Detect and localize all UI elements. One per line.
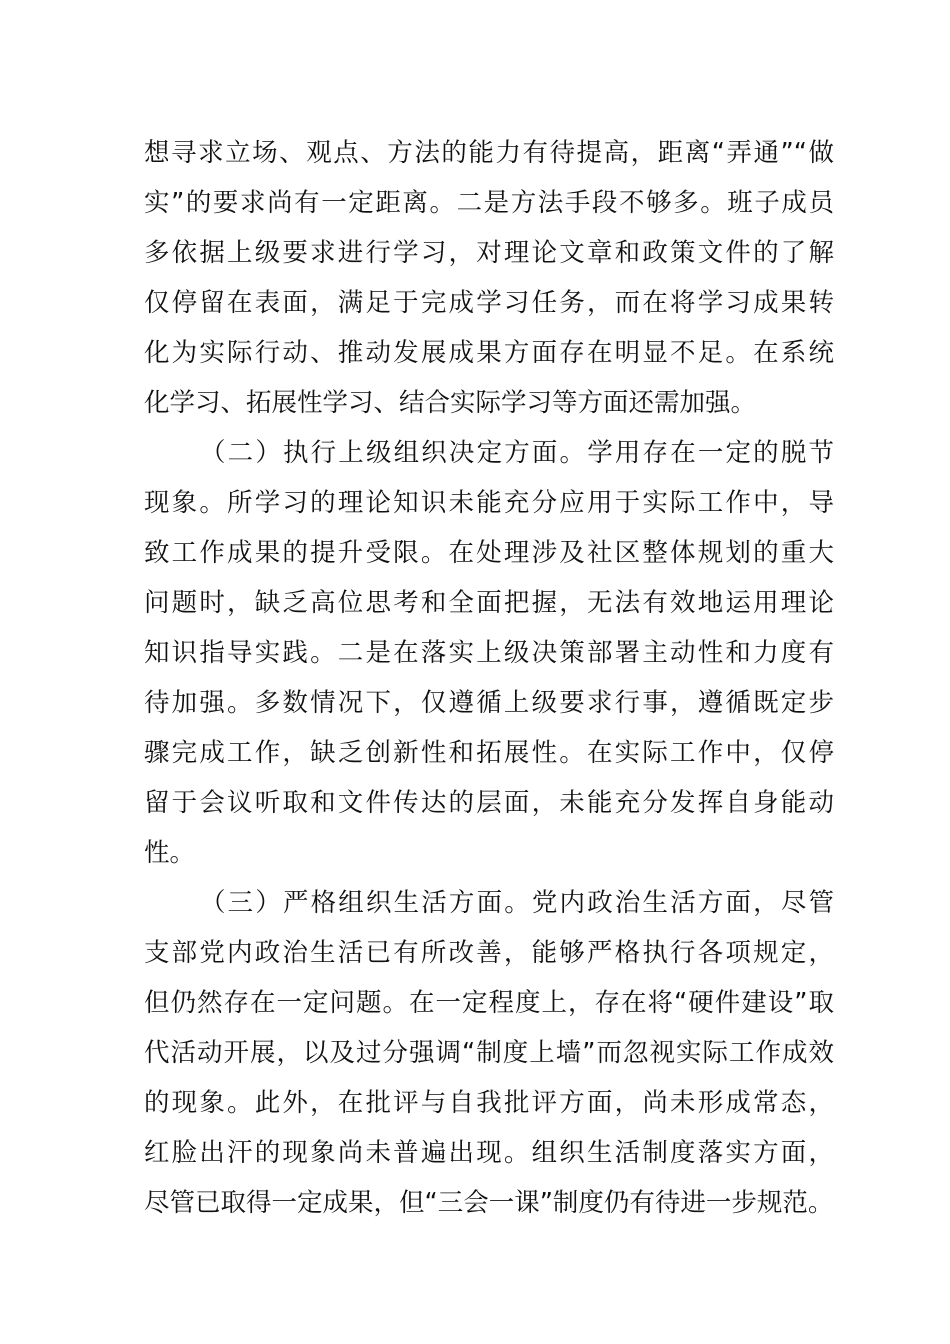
text-line: 致工作成果的提升受限。在处理涉及社区整体规划的重大 xyxy=(144,538,834,568)
text-line: 化为实际行动、推动发展成果方面存在明显不足。在系统 xyxy=(144,338,834,368)
text-line: 现象。所学习的理论知识未能充分应用于实际工作中，导 xyxy=(144,488,834,518)
text-line: 留于会议听取和文件传达的层面，未能充分发挥自身能动 xyxy=(144,788,834,818)
text-line-heading: （三）严格组织生活方面。党内政治生活方面，尽管 xyxy=(200,888,834,918)
text-line: 但仍然存在一定问题。在一定程度上，存在将“硬件建设”取 xyxy=(144,988,834,1018)
text-line: 知识指导实践。二是在落实上级决策部署主动性和力度有 xyxy=(144,638,834,668)
paragraph-3 xyxy=(144,878,834,1228)
text-line: 性。 xyxy=(144,838,196,868)
text-line: 实”的要求尚有一定距离。二是方法手段不够多。班子成员 xyxy=(144,188,834,218)
text-line: 想寻求立场、观点、方法的能力有待提高，距离“弄通”“做 xyxy=(144,138,834,168)
text-line: 待加强。多数情况下，仅遵循上级要求行事，遵循既定步 xyxy=(144,688,834,718)
text-line: 红脸出汗的现象尚未普遍出现。组织生活制度落实方面， xyxy=(144,1138,834,1168)
text-line: 的现象。此外，在批评与自我批评方面，尚未形成常态， xyxy=(144,1088,834,1118)
paragraph-1 xyxy=(144,128,834,428)
text-line: 多依据上级要求进行学习，对理论文章和政策文件的了解 xyxy=(144,238,834,268)
text-line: 仅停留在表面，满足于完成学习任务，而在将学习成果转 xyxy=(144,288,834,318)
text-line: 代活动开展，以及过分强调“制度上墙”而忽视实际工作成效 xyxy=(144,1038,834,1068)
text-line-heading: （二）执行上级组织决定方面。学用存在一定的脱节 xyxy=(200,438,834,468)
text-line: 尽管已取得一定成果，但“三会一课”制度仍有待进一步规范。 xyxy=(144,1188,834,1218)
document-body xyxy=(144,128,834,1228)
paragraph-2 xyxy=(144,428,834,878)
text-line: 骤完成工作，缺乏创新性和拓展性。在实际工作中，仅停 xyxy=(144,738,834,768)
text-line: 化学习、拓展性学习、结合实际学习等方面还需加强。 xyxy=(144,388,757,418)
text-line: 支部党内政治生活已有所改善，能够严格执行各项规定， xyxy=(144,938,834,968)
text-line: 问题时，缺乏高位思考和全面把握，无法有效地运用理论 xyxy=(144,588,834,618)
